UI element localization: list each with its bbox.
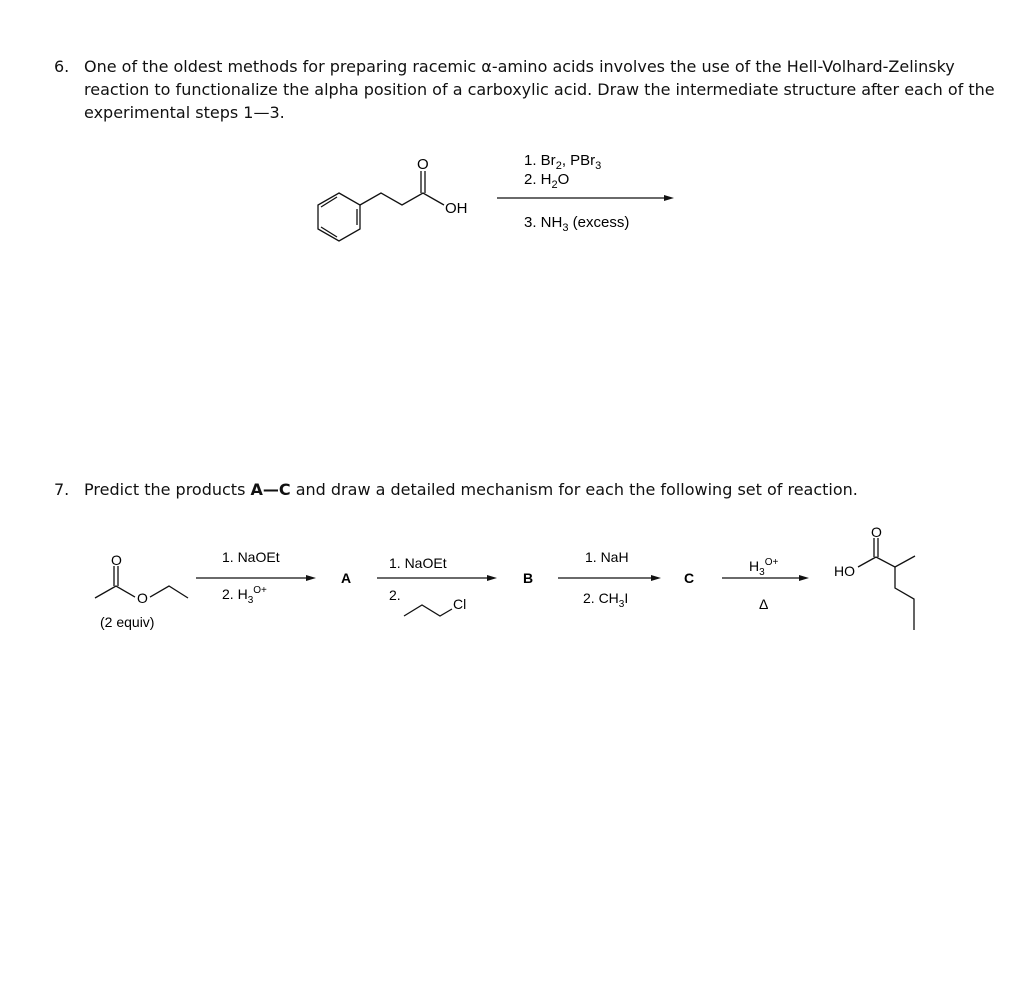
equivalents-label: (2 equiv) [100, 614, 155, 630]
product-c-label: C [684, 570, 695, 586]
carbonyl-o-label: O [417, 156, 429, 173]
product-b-label: B [523, 570, 534, 586]
step2-bottom-reagent: 2. [389, 587, 401, 603]
product-carbonyl-o: O [871, 524, 882, 540]
ester-carbonyl-o: O [111, 552, 122, 568]
step4-top-reagent: $H_3^{O+}$ [749, 557, 779, 578]
arrowhead-step1 [306, 575, 316, 581]
step1-bottom-reagent: 2. $H_3^{O+}$ [222, 585, 267, 606]
question-6-text: One of the oldest methods for preparing racemic α-amino acids involves the use of the Hell-Volhard-Zelinsky reaction to functionalize the alpha position of a carboxylic acid. Draw the intermediate structure after each of the experimental steps 1—3. [84, 57, 995, 122]
ester-o: O [137, 590, 148, 606]
question-7-number: 7. [54, 480, 70, 499]
arrowhead-step3 [651, 575, 661, 581]
final-product-structure [858, 538, 915, 630]
product-ho-label: HO [834, 563, 855, 579]
chlorine-label: Cl [453, 596, 467, 612]
chloropropane-structure [404, 605, 452, 616]
reagent-step-2: 2. $H_2O$ [524, 171, 570, 191]
step1-top-reagent: 1. NaOEt [222, 549, 280, 565]
step2-top-reagent: 1. NaOEt [389, 555, 447, 571]
arrowhead-step4 [799, 575, 809, 581]
question-7-text: Predict the products A—C and draw a detailed mechanism for each the following set of reaction. [84, 480, 858, 499]
step4-heat-symbol: Δ [759, 596, 769, 612]
arrowhead-step2 [487, 575, 497, 581]
question-6-number: 6. [54, 57, 70, 76]
step3-top-reagent: 1. NaH [585, 549, 629, 565]
reagent-step-1: 1. $Br_2$, PBr$_3$ [524, 152, 602, 172]
step3-bottom-reagent: 2. $CH_3I$ [583, 590, 629, 610]
reagent-step-3: 3. $NH_3$ (excess) [524, 214, 630, 234]
hydroxyl-label: OH [445, 200, 468, 217]
product-a-label: A [341, 570, 352, 586]
